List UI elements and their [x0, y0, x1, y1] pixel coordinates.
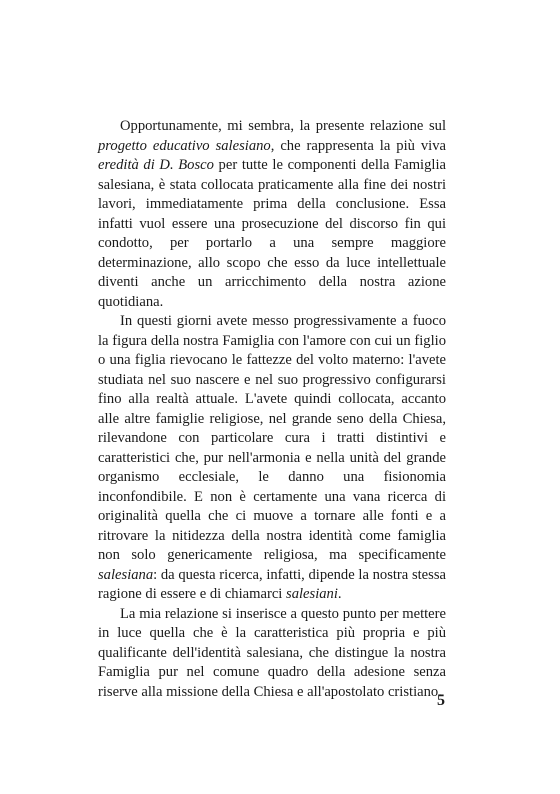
italic-text-run: salesiani — [286, 586, 338, 602]
paragraph — [98, 605, 446, 703]
italic-text-run: salesiana — [98, 566, 154, 583]
italic-text-run: eredità di D. Bosco — [98, 157, 214, 173]
text-run: . — [337, 586, 342, 602]
page-number: 5 — [437, 692, 445, 709]
italic-text-run: progetto educativo salesiano — [98, 137, 271, 154]
text-run: : da questa ricerca, infatti, dipende la nostra stessa ragione di essere e di chiamarci — [98, 566, 446, 602]
text-run: per tutte le componenti della Famiglia salesiana, è stata collocata praticamente alla fine dei nostri lavori, immediatamente prima della conclusione. Essa infatti vuol essere una prosecuzione del discorso fin qui condotto, per portarlo a una sempre maggiore determinazione, allo scopo che esso da luce intellettuale diventi anche un arricchimento della nostra azione quotidiana. — [98, 157, 446, 310]
paragraph — [98, 312, 446, 605]
text-run: In questi giorni avete messo progressivamente a fuoco la figura della nostra Famiglia con l'amore con cui un figlio o una figlia rievocano le fattezze del volto materno: l'avete studiata nel suo nascere e nel suo progressivo configurarsi fino alla realtà attuale. L'avete quindi collocata, accanto alle altre famiglie religiose, nel grande seno della Chiesa, rilevandone con particolare cura i tratti distintivi e caratteristici che, pur nell'armonia e nella unità del grande organismo ecclesiale, le danno una fisionomia inconfondibile. E non è certamente una vana ricerca di originalità quella che ci muove a tornare alle fonti e a ritrovare la nitidezza della nostra identità come famiglia non solo genericamente religiosa, ma specificamente — [98, 313, 446, 563]
paragraph — [98, 117, 446, 312]
text-run: Opportunamente, mi sembra, la presente relazione sul — [120, 118, 446, 134]
text-run: , che rappresenta la più viva — [270, 137, 447, 154]
text-run: La mia relazione si inserisce a questo punto per mettere in luce quella che è la caratteristica più propria e più qualificante dell'identità salesiana, che distingue la nostra Famiglia pur nel comune quadro della adesione senza riserve alla missione della Chiesa e all'apostolato cristiano. — [98, 605, 446, 700]
body-text — [98, 117, 446, 702]
